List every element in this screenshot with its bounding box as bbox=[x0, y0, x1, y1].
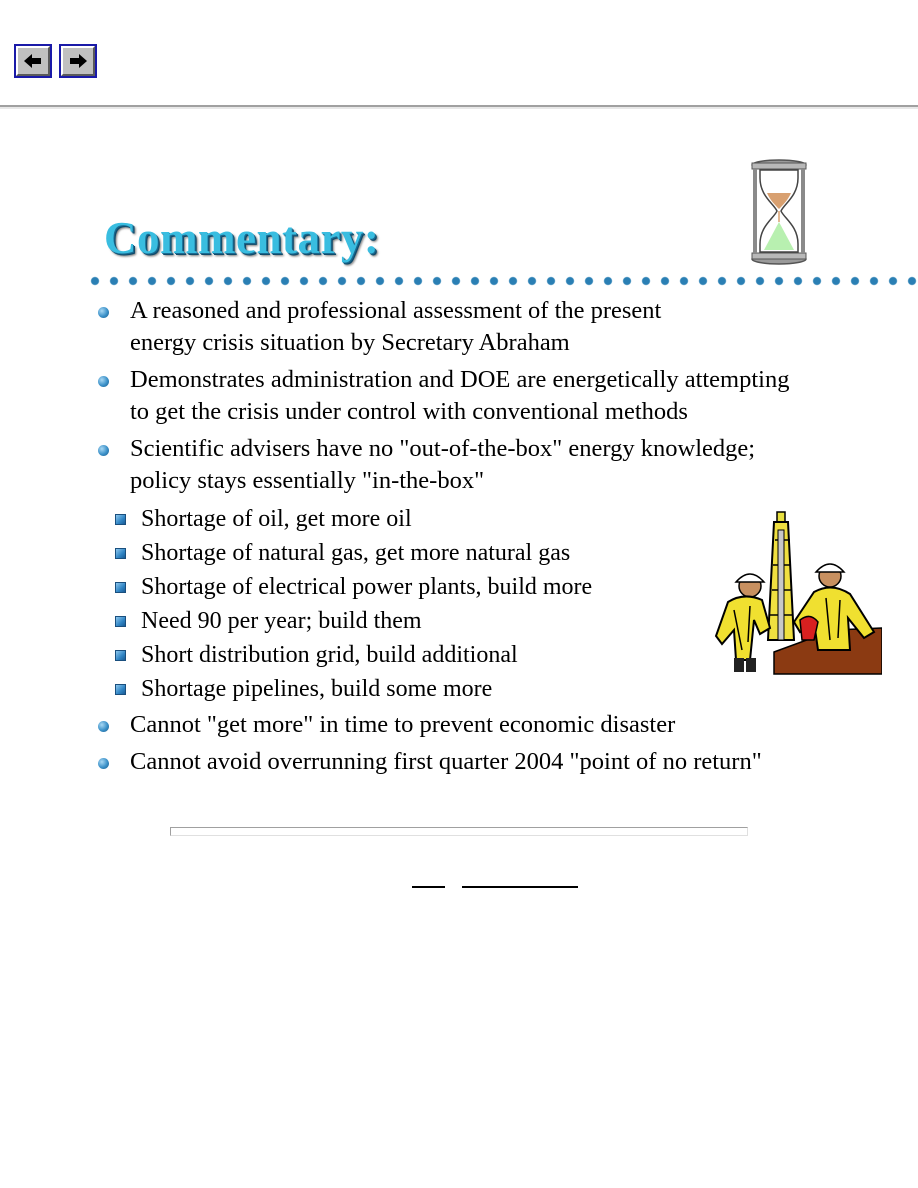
prev-slide-button[interactable] bbox=[14, 44, 52, 78]
sub-bullet-text: Need 90 per year; build them bbox=[141, 608, 422, 634]
header-divider bbox=[0, 105, 918, 109]
arrow-right-icon bbox=[68, 53, 88, 69]
slide-title: Commentary: bbox=[104, 213, 380, 263]
sub-bullet-text: Shortage of natural gas, get more natural gas bbox=[141, 540, 571, 566]
sub-bullet-text: Shortage of oil, get more oil bbox=[141, 506, 412, 532]
bullet-icon bbox=[98, 376, 109, 387]
square-bullet-icon bbox=[115, 582, 126, 593]
square-bullet-icon bbox=[115, 616, 126, 627]
square-bullet-icon bbox=[115, 650, 126, 661]
bullet-text: energy crisis situation by Secretary Abraham bbox=[130, 329, 570, 356]
list-item bbox=[96, 709, 916, 741]
square-bullet-icon bbox=[115, 514, 126, 525]
sub-bullet-text: Short distribution grid, build additional bbox=[141, 642, 518, 668]
bullet-icon bbox=[98, 758, 109, 769]
bullet-text: Scientific advisers have no "out-of-the-box" energy knowledge; bbox=[130, 435, 756, 462]
hourglass-icon bbox=[748, 158, 810, 266]
bullet-text: Cannot avoid overrunning first quarter 2004 "point of no return" bbox=[130, 748, 762, 775]
bullet-text: Demonstrates administration and DOE are energetically attempting bbox=[130, 366, 790, 393]
sub-bullet-text: Shortage of electrical power plants, build more bbox=[141, 574, 593, 600]
square-bullet-icon bbox=[115, 684, 126, 695]
list-item bbox=[96, 433, 916, 497]
bullet-text: policy stays essentially "in-the-box" bbox=[130, 467, 485, 494]
bullet-icon bbox=[98, 307, 109, 318]
list-item bbox=[96, 364, 916, 428]
bullet-icon bbox=[98, 445, 109, 456]
bullet-text: Cannot "get more" in time to prevent economic disaster bbox=[130, 711, 676, 738]
next-slide-button[interactable] bbox=[59, 44, 97, 78]
dotted-separator bbox=[90, 276, 918, 290]
list-item bbox=[96, 746, 916, 778]
footer-divider bbox=[170, 827, 748, 836]
footer-link-underline[interactable] bbox=[412, 886, 445, 888]
arrow-left-icon bbox=[23, 53, 43, 69]
bullet-text: to get the crisis under control with conventional methods bbox=[130, 398, 688, 425]
bullet-text: A reasoned and professional assessment of the present bbox=[130, 297, 662, 324]
sub-bullet-text: Shortage pipelines, build some more bbox=[141, 676, 493, 702]
sub-list-item bbox=[62, 672, 882, 706]
bullet-icon bbox=[98, 721, 109, 732]
list-item bbox=[96, 295, 916, 359]
oil-workers-image bbox=[714, 510, 882, 676]
footer-link-underline[interactable] bbox=[462, 886, 578, 888]
square-bullet-icon bbox=[115, 548, 126, 559]
